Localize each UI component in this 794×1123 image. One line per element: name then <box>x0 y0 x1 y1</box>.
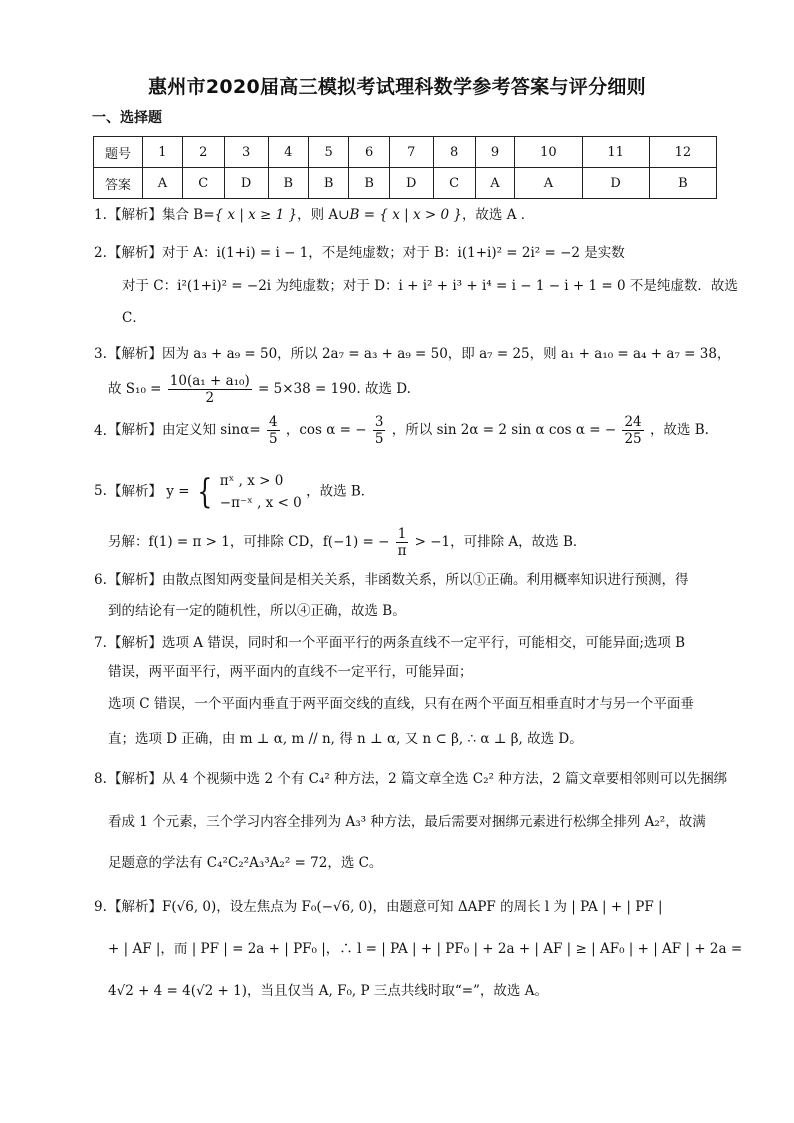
answer-table <box>93 136 717 199</box>
set-b: { x | x ≥ 1 } <box>214 207 298 223</box>
table-cell: A <box>475 168 515 199</box>
text: = <box>359 207 380 223</box>
text: > −1，可排除 A，故选 B． <box>414 534 587 550</box>
numerator: 10(a₁ + a₁₀) <box>169 373 250 389</box>
text: 【解析】 y = <box>108 483 190 500</box>
table-cell: 8 <box>433 137 475 168</box>
table-cell: D <box>389 168 433 199</box>
solution-line <box>108 414 709 447</box>
item-number: 4. <box>94 423 107 439</box>
text: ，故选 A ． <box>461 207 535 223</box>
solution-line: + | AF |，而 | PF | = 2a + | PF₀ |，∴ l = | PA | + | PF₀ | + 2a + | AF | ≥ | AF₀ | + | AF | + 2a = <box>108 941 743 957</box>
text: = 5×38 = 190. 故选 D. <box>258 381 411 397</box>
solution-line: 看成 1 个元素，三个学习内容全排列为 A₃³ 种方法，最后需要对捆绑元素进行松绑全排列 A₂²，故满 <box>108 814 706 830</box>
item-number: 1. <box>94 207 107 223</box>
solution-line <box>108 470 374 514</box>
table-cell: B <box>308 168 348 199</box>
text: 另解：f(1) = π > 1，可排除 CD，f(−1) = − <box>108 534 390 550</box>
table-cell: 4 <box>268 137 308 168</box>
solution-line: 【解析】由散点图知两变量间是相关关系，非函数关系，所以①正确。利用概率知识进行预测，得 <box>108 572 689 588</box>
solution-line: 到的结论有一定的随机性，所以④正确，故选 B。 <box>108 603 406 619</box>
table-cell: B <box>268 168 308 199</box>
solution-line: 选项 C 错误，一个平面内垂直于两平面交线的直线，只有在两个平面互相垂直时才与另一个平面垂 <box>108 696 694 712</box>
text: ，cos α = − <box>285 422 367 438</box>
item-number: 2. <box>94 245 107 261</box>
case-2: −π⁻ˣ , x < 0 <box>219 495 302 511</box>
solution-line: 对于 C：i²(1+i)² = −2i 为纯虚数；对于 D：i + i² + i³ + i⁴ = i − 1 − i + 1 = 0 不是纯虚数．故选 <box>122 278 738 294</box>
table-row <box>94 168 717 199</box>
fraction <box>622 414 643 447</box>
table-cell: 11 <box>582 137 649 168</box>
item-number: 7. <box>94 635 107 651</box>
solution-line: 足题意的学法有 C₄²C₂²A₃³A₂² = 72，选 C。 <box>108 855 383 871</box>
solution-line: 4√2 + 4 = 4(√2 + 1)，当且仅当 A, F₀, P 三点共线时取“=”，故选 A。 <box>108 983 548 999</box>
table-header-cell: 答案 <box>94 168 143 199</box>
text: 【解析】集合 B= <box>108 207 215 223</box>
table-cell: 9 <box>475 137 515 168</box>
fraction <box>396 526 409 559</box>
solution-line: 错误，两平面平行，两平面内的直线不一定平行，可能异面； <box>108 664 473 680</box>
table-cell: 5 <box>308 137 348 168</box>
denominator: 2 <box>205 390 215 406</box>
item-number: 9. <box>94 899 107 915</box>
numerator: 4 <box>268 414 278 430</box>
item-number: 8. <box>94 771 107 787</box>
set-union: { x | x > 0 } <box>379 207 462 223</box>
item-number: 5. <box>94 483 107 499</box>
solution-line <box>108 373 411 406</box>
table-cell: B <box>349 168 389 199</box>
table-header-cell: 题号 <box>94 137 143 168</box>
denominator: 5 <box>374 431 384 447</box>
text: ，故选 B. <box>649 422 709 438</box>
solution-line: C． <box>122 310 146 326</box>
table-cell: 3 <box>224 137 268 168</box>
table-cell: D <box>582 168 649 199</box>
denominator: π <box>397 543 407 559</box>
solution-line: 【解析】选项 A 错误，同时和一个平面平行的两条直线不一定平行，可能相交，可能异面;选项 B <box>108 635 686 651</box>
table-cell: 6 <box>349 137 389 168</box>
table-cell: 1 <box>143 137 183 168</box>
case-1: πˣ , x > 0 <box>219 473 284 489</box>
fraction <box>373 414 386 447</box>
table-cell: C <box>433 168 475 199</box>
numerator: 1 <box>397 526 407 542</box>
denominator: 25 <box>624 431 642 447</box>
table-cell: C <box>182 168 224 199</box>
table-cell: B <box>649 168 716 199</box>
section-heading: 一、选择题 <box>92 110 162 126</box>
table-row <box>94 137 717 168</box>
table-cell: 2 <box>182 137 224 168</box>
solution-line <box>108 526 586 559</box>
table-cell: 12 <box>649 137 716 168</box>
item-number: 3. <box>94 346 107 362</box>
table-cell: 10 <box>515 137 582 168</box>
solution-line: 【解析】从 4 个视频中选 2 个有 C₄² 种方法，2 篇文章全选 C₂² 种方法，2 篇文章要相邻则可以先捆绑 <box>108 771 728 787</box>
solution-line: 【解析】对于 A：i(1+i) = i − 1，不是纯虚数；对于 B：i(1+i)² = 2i² = −2 是实数 <box>108 245 625 261</box>
text: 【解析】由定义知 sinα= <box>108 422 261 438</box>
table-cell: 7 <box>389 137 433 168</box>
brace-symbol: { <box>197 472 213 512</box>
symbol-b: B <box>349 207 360 223</box>
text: ，所以 sin 2α = 2 sin α cos α = − <box>391 422 617 438</box>
text: ，则 A∪ <box>297 207 350 223</box>
document-title: 惠州市2020届高三模拟考试理科数学参考答案与评分细则 <box>148 76 646 98</box>
item-number: 6. <box>94 572 107 588</box>
text: 故 S₁₀ = <box>108 381 162 397</box>
table-cell: A <box>515 168 582 199</box>
denominator: 5 <box>268 431 278 447</box>
numerator: 24 <box>624 414 642 430</box>
solution-line: 【解析】因为 a₃ + a₉ = 50，所以 2a₇ = a₃ + a₉ = 50，即 a₇ = 25，则 a₁ + a₁₀ = a₄ + a₇ = 38， <box>108 346 731 362</box>
piecewise-cases <box>220 470 302 514</box>
numerator: 3 <box>374 414 384 430</box>
solution-line <box>108 206 534 224</box>
text: ，故选 B． <box>306 483 375 500</box>
solution-line: 直；选项 D 正确，由 m ⊥ α, m // n, 得 n ⊥ α, 又 n ⊂ β, ∴ α ⊥ β, 故选 D。 <box>108 731 583 747</box>
table-cell: A <box>143 168 183 199</box>
solution-line: 【解析】F(√6, 0)，设左焦点为 F₀(−√6, 0)，由题意可知 ΔAPF 的周长 l 为 | PA | + | PF | <box>108 899 663 915</box>
fraction <box>267 414 280 447</box>
fraction <box>168 373 252 406</box>
table-cell: D <box>224 168 268 199</box>
